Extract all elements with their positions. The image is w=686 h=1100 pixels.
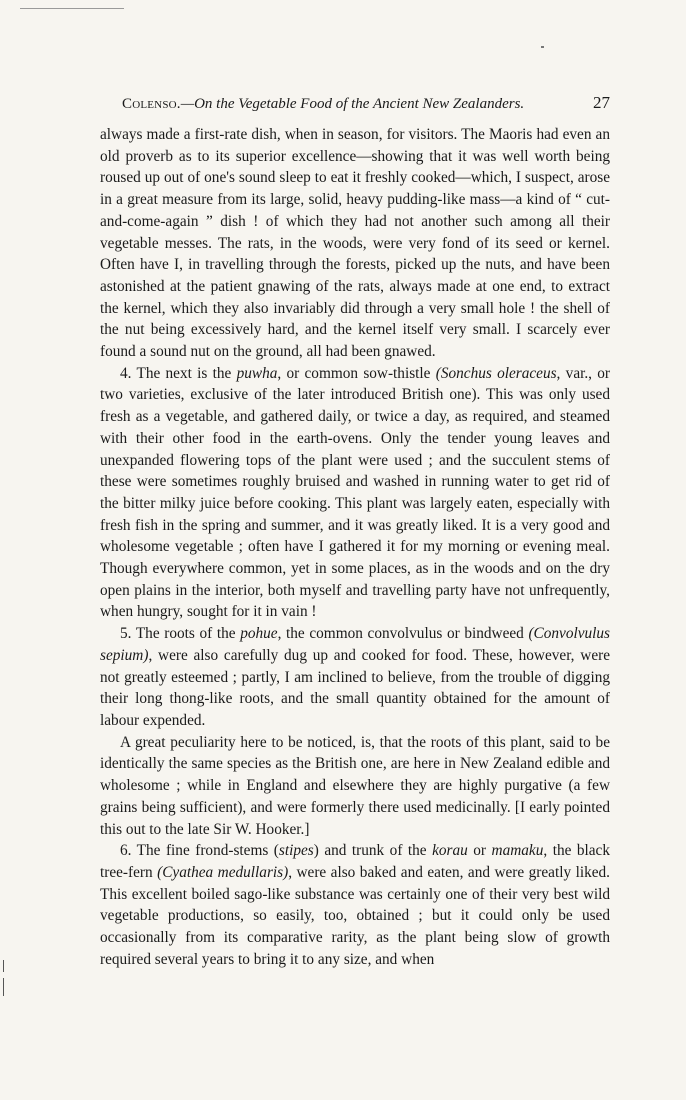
botanical-name: (Sonchus oleraceus, (435, 364, 561, 382)
text-run: 6. The fine frond-stems ( (120, 842, 279, 860)
running-head-author: Colenso. (122, 96, 181, 112)
book-page (100, 92, 610, 970)
text-run: , the common convolvulus or bindweed (277, 625, 529, 643)
text-run: , were also carefully dug up and cooked for food. These, however, were not greatly esteemed ; partly, I am inclined to believe, from the trouble of digging their long thong-like roots, and the small quantity obtained for the amount of labour expended. (100, 646, 610, 729)
text-run: var., or two varieties, exclusive of the later introduced British one). This was only used fresh as a vegetable, and gathered daily, or twice a day, as required, and steamed with their other food in the earth-ovens. Only the tender young leaves and unexpanded flowering tops of the plant were used ; and the succulent stems of these were sometimes roughly bruised and washed in running water to get rid of the bitter milky juice before cooking. This plant was largely eaten, especially with fresh fish in the spring and summer, and it was greatly liked. It is a very good and wholesome vegetable ; often have I gathered it for my morning or evening meal. Though everywhere common, yet in some places, as in the woods and on the dry open plains in the interior, both myself and travelling party have not unfrequently, when hungry, sought for it in vain ! (100, 364, 611, 621)
botanical-name: (Convolvulus sepium) (100, 625, 611, 664)
maori-term: puwha (236, 364, 278, 382)
text-run: or (467, 842, 492, 860)
running-head (100, 92, 610, 116)
page-number: 27 (593, 93, 610, 112)
running-head-text: —On the Vegetable Food of the Ancient New Zealanders. (180, 96, 525, 112)
scan-edge-mark (3, 978, 4, 996)
paragraph-text: always made a first-rate dish, when in season, for visitors. The Maoris had even an old proverb as to its superior excellence—showing that it was well worth being roused up out of one's sound sleep to eat it freshly cooked—which, I suspect, arose in a great measure from its large, solid, heavy pudding-like mass—a kind of “ cut-and-come-again ” dish ! of which they had not another such among all their vegetable messes. The rats, in the woods, were very fond of its seed or kernel. Often have I, in travelling through the forests, picked up the nuts, and have been astonished at the patient gnawing of the rats, always made at one end, to extract the kernel, which they also invariably did through a very small hole ! the shell of the nut being excessively hard, and the kernel itself very small. I scarcely ever found a sound nut on the ground, all had been gnawed. (100, 126, 610, 361)
text-run: 4. The next is the (120, 364, 237, 382)
maori-term: korau (432, 842, 468, 860)
maori-term: pohue (240, 625, 278, 643)
text-run: 5. The roots of the (120, 625, 241, 643)
scan-edge-mark (3, 960, 4, 972)
text-run: , were also baked and eaten, and were greatly liked. This excellent boiled sago-like substance was certainly one of their very best wild vegetable productions, so easily, too, obtained ; but it could only be used occasionally from its comparative rarity, as the plant being slow of growth required several years to bring it to any size, and when (100, 863, 610, 968)
paragraph-pohue (100, 623, 610, 732)
paragraph-peculiarity (100, 732, 610, 841)
paragraph-text: A great peculiarity here to be noticed, is, that the roots of this plant, said to be identically the same species as the British one, are here in New Zealand edible and wholesome ; while in England and elsewhere they are highly purgative (a few grains being sufficient), and were formerly there used medicinally. [I early pointed this out to the late Sir W. Hooker.] (100, 733, 610, 838)
scan-rule-mark (20, 8, 124, 9)
maori-term: mamaku (491, 842, 544, 860)
botanical-name: (Cyathea medullaris) (157, 863, 289, 881)
running-head-title (122, 94, 524, 116)
text-run: ) and trunk of the (313, 842, 433, 860)
latin-term: stipes (278, 842, 314, 860)
scan-speck (541, 46, 544, 48)
paragraph-tree-fern (100, 840, 610, 970)
text-run: , the black tree-fern (100, 842, 610, 881)
paragraph-puwha (100, 363, 610, 623)
text-run: , or common sow-thistle (277, 364, 436, 382)
paragraph-continuation (100, 124, 610, 363)
